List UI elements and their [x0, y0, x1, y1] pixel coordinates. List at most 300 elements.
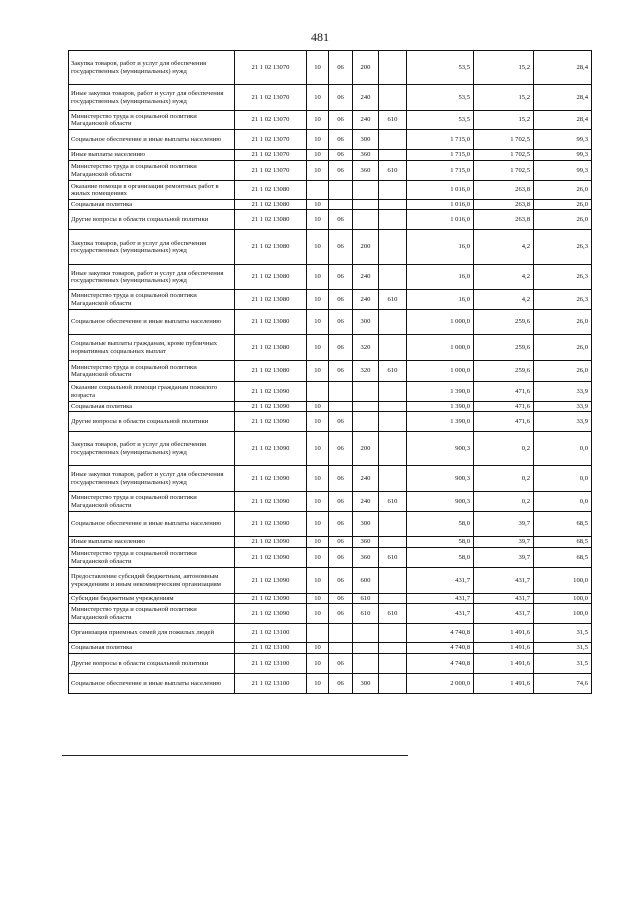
administrator-code: [379, 466, 407, 492]
section-code: 10: [307, 412, 329, 432]
subsection-code: 06: [329, 111, 353, 130]
budget-table: [68, 50, 592, 694]
target-article: 21 1 02 13090: [235, 466, 307, 492]
execution-percent: 31,5: [534, 624, 592, 643]
table-row: [69, 210, 592, 230]
row-name: Иные закупки товаров, работ и услуг для обеспечения государственных (муниципальных) нужд: [69, 265, 235, 290]
execution-percent: 26,0: [534, 335, 592, 361]
subsection-code: 06: [329, 594, 353, 604]
row-name: Оказание помощи в организации ремонтных работ в жилых помещениях: [69, 181, 235, 200]
table-row: [69, 111, 592, 130]
subsection-code: 06: [329, 310, 353, 335]
planned-amount: 1 016,0: [407, 210, 474, 230]
actual-amount: 1 491,6: [474, 624, 534, 643]
planned-amount: 900,3: [407, 432, 474, 466]
execution-percent: 100,0: [534, 604, 592, 624]
planned-amount: 16,0: [407, 265, 474, 290]
target-article: 21 1 02 13090: [235, 382, 307, 402]
section-code: 10: [307, 643, 329, 654]
expense-type: 240: [353, 111, 379, 130]
section-code: [307, 181, 329, 200]
actual-amount: 1 491,6: [474, 674, 534, 694]
execution-percent: 28,4: [534, 51, 592, 85]
execution-percent: 33,9: [534, 412, 592, 432]
table-row: [69, 230, 592, 265]
target-article: 21 1 02 13080: [235, 230, 307, 265]
expense-type: 320: [353, 361, 379, 382]
table-row: [69, 654, 592, 674]
execution-percent: 99,3: [534, 150, 592, 161]
section-code: 10: [307, 51, 329, 85]
expense-type: 240: [353, 290, 379, 310]
target-article: 21 1 02 13090: [235, 412, 307, 432]
planned-amount: 431,7: [407, 594, 474, 604]
administrator-code: [379, 402, 407, 412]
row-name: Иные выплаты населению: [69, 537, 235, 548]
target-article: 21 1 02 13090: [235, 512, 307, 537]
planned-amount: 53,5: [407, 111, 474, 130]
subsection-code: 06: [329, 492, 353, 512]
target-article: 21 1 02 13090: [235, 568, 307, 594]
table-row: [69, 402, 592, 412]
actual-amount: 1 702,5: [474, 150, 534, 161]
execution-percent: 26,0: [534, 310, 592, 335]
planned-amount: 900,3: [407, 466, 474, 492]
table-row: [69, 594, 592, 604]
target-article: 21 1 02 13090: [235, 548, 307, 568]
table-row: [69, 604, 592, 624]
section-code: 10: [307, 537, 329, 548]
planned-amount: 1 000,0: [407, 361, 474, 382]
execution-percent: 26,3: [534, 265, 592, 290]
target-article: 21 1 02 13100: [235, 643, 307, 654]
planned-amount: 431,7: [407, 568, 474, 594]
expense-type: 240: [353, 466, 379, 492]
row-name: Закупка товаров, работ и услуг для обеспечения государственных (муниципальных) нужд: [69, 230, 235, 265]
expense-type: 360: [353, 537, 379, 548]
administrator-code: 610: [379, 548, 407, 568]
actual-amount: 1 702,5: [474, 130, 534, 150]
subsection-code: 06: [329, 210, 353, 230]
execution-percent: 31,5: [534, 654, 592, 674]
subsection-code: 06: [329, 230, 353, 265]
subsection-code: 06: [329, 568, 353, 594]
planned-amount: 4 740,8: [407, 643, 474, 654]
target-article: 21 1 02 13090: [235, 432, 307, 466]
expense-type: 240: [353, 492, 379, 512]
section-code: 10: [307, 548, 329, 568]
expense-type: 200: [353, 432, 379, 466]
administrator-code: [379, 412, 407, 432]
planned-amount: 58,0: [407, 548, 474, 568]
planned-amount: 53,5: [407, 51, 474, 85]
execution-percent: 26,0: [534, 210, 592, 230]
administrator-code: [379, 200, 407, 210]
expense-type: 600: [353, 568, 379, 594]
row-name: Социальная политика: [69, 643, 235, 654]
execution-percent: 100,0: [534, 594, 592, 604]
subsection-code: 06: [329, 512, 353, 537]
actual-amount: 263,8: [474, 181, 534, 200]
target-article: 21 1 02 13070: [235, 111, 307, 130]
table-row: [69, 537, 592, 548]
planned-amount: 4 740,8: [407, 654, 474, 674]
table-row: [69, 150, 592, 161]
actual-amount: 259,6: [474, 310, 534, 335]
table-row: [69, 643, 592, 654]
subsection-code: 06: [329, 130, 353, 150]
planned-amount: 1 390,0: [407, 402, 474, 412]
target-article: 21 1 02 13090: [235, 492, 307, 512]
actual-amount: 0,2: [474, 432, 534, 466]
actual-amount: 4,2: [474, 230, 534, 265]
actual-amount: 4,2: [474, 265, 534, 290]
page-number: 481: [311, 30, 329, 44]
expense-type: [353, 382, 379, 402]
target-article: 21 1 02 13070: [235, 150, 307, 161]
table-row: [69, 361, 592, 382]
subsection-code: [329, 402, 353, 412]
target-article: 21 1 02 13100: [235, 624, 307, 643]
actual-amount: 15,2: [474, 51, 534, 85]
subsection-code: [329, 382, 353, 402]
expense-type: 320: [353, 335, 379, 361]
row-name: Министерство труда и социальной политики Магаданской области: [69, 604, 235, 624]
execution-percent: 28,4: [534, 85, 592, 111]
section-code: 10: [307, 402, 329, 412]
administrator-code: 610: [379, 604, 407, 624]
actual-amount: 259,6: [474, 335, 534, 361]
subsection-code: 06: [329, 604, 353, 624]
row-name: Социальное обеспечение и иные выплаты населению: [69, 130, 235, 150]
administrator-code: [379, 150, 407, 161]
expense-type: 200: [353, 51, 379, 85]
row-name: Социальное обеспечение и иные выплаты населению: [69, 512, 235, 537]
expense-type: [353, 200, 379, 210]
execution-percent: 99,3: [534, 130, 592, 150]
subsection-code: [329, 624, 353, 643]
actual-amount: 431,7: [474, 604, 534, 624]
row-name: Социальное обеспечение и иные выплаты населению: [69, 674, 235, 694]
actual-amount: 1 702,5: [474, 161, 534, 181]
expense-type: 300: [353, 310, 379, 335]
row-name: Закупка товаров, работ и услуг для обеспечения государственных (муниципальных) нужд: [69, 51, 235, 85]
planned-amount: 1 016,0: [407, 181, 474, 200]
expense-type: 200: [353, 230, 379, 265]
planned-amount: 900,3: [407, 492, 474, 512]
execution-percent: 33,9: [534, 382, 592, 402]
administrator-code: 610: [379, 492, 407, 512]
administrator-code: [379, 537, 407, 548]
execution-percent: 0,0: [534, 466, 592, 492]
planned-amount: 1 000,0: [407, 335, 474, 361]
actual-amount: 15,2: [474, 85, 534, 111]
subsection-code: 06: [329, 150, 353, 161]
row-name: Другие вопросы в области социальной политики: [69, 654, 235, 674]
section-code: 10: [307, 594, 329, 604]
execution-percent: 68,5: [534, 548, 592, 568]
expense-type: 360: [353, 161, 379, 181]
actual-amount: 471,6: [474, 402, 534, 412]
actual-amount: 39,7: [474, 548, 534, 568]
section-code: 10: [307, 230, 329, 265]
expense-type: [353, 210, 379, 230]
table-body: [69, 51, 592, 694]
table-row: [69, 548, 592, 568]
table-row: [69, 492, 592, 512]
row-name: Министерство труда и социальной политики Магаданской области: [69, 548, 235, 568]
actual-amount: 15,2: [474, 111, 534, 130]
section-code: 10: [307, 335, 329, 361]
actual-amount: 1 491,6: [474, 643, 534, 654]
table-row: [69, 568, 592, 594]
administrator-code: [379, 594, 407, 604]
actual-amount: 431,7: [474, 594, 534, 604]
actual-amount: 259,6: [474, 361, 534, 382]
table-row: [69, 265, 592, 290]
administrator-code: [379, 230, 407, 265]
table-row: [69, 85, 592, 111]
table-row: [69, 382, 592, 402]
execution-percent: 100,0: [534, 568, 592, 594]
expense-type: [353, 402, 379, 412]
execution-percent: 74,6: [534, 674, 592, 694]
section-code: 10: [307, 432, 329, 466]
administrator-code: [379, 654, 407, 674]
expense-type: 240: [353, 265, 379, 290]
administrator-code: [379, 432, 407, 466]
actual-amount: 471,6: [474, 412, 534, 432]
target-article: 21 1 02 13090: [235, 604, 307, 624]
expense-type: [353, 654, 379, 674]
administrator-code: 610: [379, 111, 407, 130]
administrator-code: [379, 181, 407, 200]
execution-percent: 26,0: [534, 361, 592, 382]
execution-percent: 26,0: [534, 200, 592, 210]
subsection-code: 06: [329, 537, 353, 548]
actual-amount: 263,8: [474, 210, 534, 230]
subsection-code: [329, 643, 353, 654]
subsection-code: 06: [329, 85, 353, 111]
row-name: Иные выплаты населению: [69, 150, 235, 161]
row-name: Министерство труда и социальной политики Магаданской области: [69, 161, 235, 181]
row-name: Социальное обеспечение и иные выплаты населению: [69, 310, 235, 335]
execution-percent: 68,5: [534, 537, 592, 548]
actual-amount: 0,2: [474, 466, 534, 492]
footer-rule: [62, 755, 408, 756]
section-code: 10: [307, 111, 329, 130]
table-row: [69, 624, 592, 643]
table-row: [69, 290, 592, 310]
subsection-code: 06: [329, 361, 353, 382]
administrator-code: 610: [379, 361, 407, 382]
section-code: 10: [307, 310, 329, 335]
target-article: 21 1 02 13080: [235, 335, 307, 361]
subsection-code: 06: [329, 548, 353, 568]
actual-amount: 4,2: [474, 290, 534, 310]
table-row: [69, 130, 592, 150]
planned-amount: 1 390,0: [407, 412, 474, 432]
actual-amount: 0,2: [474, 492, 534, 512]
row-name: Министерство труда и социальной политики Магаданской области: [69, 361, 235, 382]
subsection-code: 06: [329, 265, 353, 290]
section-code: 10: [307, 290, 329, 310]
execution-percent: 0,0: [534, 432, 592, 466]
target-article: 21 1 02 13070: [235, 51, 307, 85]
row-name: Организация приемных семей для пожилых людей: [69, 624, 235, 643]
planned-amount: 1 390,0: [407, 382, 474, 402]
administrator-code: 610: [379, 161, 407, 181]
target-article: 21 1 02 13100: [235, 654, 307, 674]
table-row: [69, 161, 592, 181]
subsection-code: 06: [329, 432, 353, 466]
expense-type: 300: [353, 130, 379, 150]
target-article: 21 1 02 13080: [235, 200, 307, 210]
section-code: 10: [307, 130, 329, 150]
execution-percent: 33,9: [534, 402, 592, 412]
execution-percent: 26,3: [534, 230, 592, 265]
execution-percent: 99,3: [534, 161, 592, 181]
target-article: 21 1 02 13070: [235, 161, 307, 181]
target-article: 21 1 02 13090: [235, 537, 307, 548]
table-row: [69, 412, 592, 432]
target-article: 21 1 02 13080: [235, 210, 307, 230]
subsection-code: 06: [329, 51, 353, 85]
planned-amount: 58,0: [407, 537, 474, 548]
planned-amount: 1 715,0: [407, 150, 474, 161]
row-name: Министерство труда и социальной политики Магаданской области: [69, 492, 235, 512]
section-code: 10: [307, 200, 329, 210]
expense-type: [353, 643, 379, 654]
execution-percent: 28,4: [534, 111, 592, 130]
planned-amount: 1 715,0: [407, 130, 474, 150]
expense-type: 610: [353, 604, 379, 624]
table-row: [69, 512, 592, 537]
administrator-code: [379, 568, 407, 594]
row-name: Социальные выплаты гражданам, кроме публичных нормативных социальных выплат: [69, 335, 235, 361]
actual-amount: 1 491,6: [474, 654, 534, 674]
target-article: 21 1 02 13090: [235, 402, 307, 412]
row-name: Социальная политика: [69, 402, 235, 412]
subsection-code: [329, 181, 353, 200]
row-name: Оказание социальной помощи гражданам пожилого возраста: [69, 382, 235, 402]
planned-amount: 16,0: [407, 230, 474, 265]
planned-amount: 58,0: [407, 512, 474, 537]
subsection-code: [329, 200, 353, 210]
target-article: 21 1 02 13070: [235, 130, 307, 150]
expense-type: 300: [353, 674, 379, 694]
expense-type: 300: [353, 512, 379, 537]
row-name: Другие вопросы в области социальной политики: [69, 210, 235, 230]
row-name: Иные закупки товаров, работ и услуг для обеспечения государственных (муниципальных) нужд: [69, 466, 235, 492]
section-code: 10: [307, 361, 329, 382]
row-name: Субсидии бюджетным учреждениям: [69, 594, 235, 604]
table-row: [69, 310, 592, 335]
administrator-code: [379, 265, 407, 290]
section-code: 10: [307, 466, 329, 492]
table-row: [69, 432, 592, 466]
row-name: Министерство труда и социальной политики Магаданской области: [69, 111, 235, 130]
administrator-code: [379, 51, 407, 85]
expense-type: 610: [353, 594, 379, 604]
subsection-code: 06: [329, 654, 353, 674]
actual-amount: 471,6: [474, 382, 534, 402]
administrator-code: [379, 674, 407, 694]
administrator-code: [379, 643, 407, 654]
target-article: 21 1 02 13080: [235, 361, 307, 382]
target-article: 21 1 02 13100: [235, 674, 307, 694]
table-row: [69, 466, 592, 492]
row-name: Министерство труда и социальной политики Магаданской области: [69, 290, 235, 310]
planned-amount: 1 016,0: [407, 200, 474, 210]
subsection-code: 06: [329, 674, 353, 694]
expense-type: 360: [353, 150, 379, 161]
planned-amount: 1 715,0: [407, 161, 474, 181]
section-code: 10: [307, 210, 329, 230]
table-row: [69, 181, 592, 200]
expense-type: 240: [353, 85, 379, 111]
subsection-code: 06: [329, 290, 353, 310]
table-row: [69, 335, 592, 361]
section-code: 10: [307, 161, 329, 181]
actual-amount: 39,7: [474, 512, 534, 537]
section-code: [307, 382, 329, 402]
section-code: 10: [307, 604, 329, 624]
planned-amount: 2 000,0: [407, 674, 474, 694]
target-article: 21 1 02 13080: [235, 181, 307, 200]
section-code: 10: [307, 85, 329, 111]
section-code: [307, 624, 329, 643]
planned-amount: 53,5: [407, 85, 474, 111]
administrator-code: [379, 130, 407, 150]
table-row: [69, 200, 592, 210]
administrator-code: [379, 382, 407, 402]
administrator-code: [379, 335, 407, 361]
expense-type: [353, 412, 379, 432]
section-code: 10: [307, 265, 329, 290]
administrator-code: [379, 624, 407, 643]
section-code: 10: [307, 674, 329, 694]
administrator-code: [379, 512, 407, 537]
expense-type: [353, 181, 379, 200]
subsection-code: 06: [329, 161, 353, 181]
target-article: 21 1 02 13080: [235, 310, 307, 335]
section-code: 10: [307, 568, 329, 594]
section-code: 10: [307, 654, 329, 674]
table-row: [69, 51, 592, 85]
target-article: 21 1 02 13080: [235, 265, 307, 290]
subsection-code: 06: [329, 335, 353, 361]
expense-type: [353, 624, 379, 643]
execution-percent: 68,5: [534, 512, 592, 537]
planned-amount: 1 000,0: [407, 310, 474, 335]
administrator-code: [379, 210, 407, 230]
target-article: 21 1 02 13090: [235, 594, 307, 604]
row-name: Иные закупки товаров, работ и услуг для обеспечения государственных (муниципальных) нужд: [69, 85, 235, 111]
actual-amount: 431,7: [474, 568, 534, 594]
administrator-code: [379, 85, 407, 111]
target-article: 21 1 02 13080: [235, 290, 307, 310]
target-article: 21 1 02 13070: [235, 85, 307, 111]
section-code: 10: [307, 492, 329, 512]
execution-percent: 0,0: [534, 492, 592, 512]
execution-percent: 31,5: [534, 643, 592, 654]
planned-amount: 431,7: [407, 604, 474, 624]
administrator-code: 610: [379, 290, 407, 310]
row-name: Социальная политика: [69, 200, 235, 210]
section-code: 10: [307, 150, 329, 161]
planned-amount: 4 740,8: [407, 624, 474, 643]
